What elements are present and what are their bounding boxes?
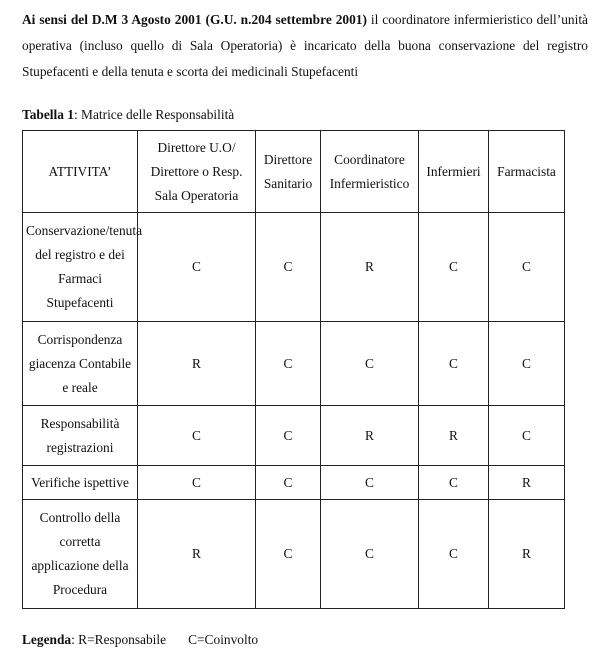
value-cell: C bbox=[419, 213, 489, 322]
responsibility-matrix-table bbox=[22, 130, 565, 609]
header-farmacista: Farmacista bbox=[489, 131, 565, 213]
table-caption bbox=[22, 107, 234, 123]
value-cell: R bbox=[138, 322, 256, 406]
value-cell: C bbox=[321, 466, 419, 500]
table-header-row bbox=[23, 131, 565, 213]
value-cell: R bbox=[321, 406, 419, 466]
value-cell: C bbox=[419, 500, 489, 609]
activity-cell: Responsabilità registrazioni bbox=[23, 406, 138, 466]
table-caption-text: : Matrice delle Responsabilità bbox=[73, 107, 235, 122]
value-cell: C bbox=[489, 213, 565, 322]
header-infermieri: Infermieri bbox=[419, 131, 489, 213]
activity-cell: Verifiche ispettive bbox=[23, 466, 138, 500]
legend-coinvolto: C=Coinvolto bbox=[188, 632, 259, 647]
intro-bold-reference: Ai sensi del D.M 3 Agosto 2001 (G.U. n.204 settembre 2001) bbox=[22, 12, 367, 27]
table-row bbox=[23, 213, 565, 322]
table-caption-label: Tabella 1 bbox=[22, 107, 74, 122]
value-cell: C bbox=[419, 466, 489, 500]
value-cell: R bbox=[489, 500, 565, 609]
legend-label: Legenda bbox=[22, 632, 72, 647]
value-cell: R bbox=[321, 213, 419, 322]
value-cell: C bbox=[138, 213, 256, 322]
activity-cell: Conservazione/tenuta del registro e dei Farmaci Stupefacenti bbox=[23, 213, 138, 322]
value-cell: C bbox=[321, 322, 419, 406]
intro-text: il coordinatore infermieristico dell’unità operativa (incluso quello di Sala Operatoria) è incaricato della buona conservazione del registro Stupefacenti e della tenuta e scorta dei medicinali Stupefacenti bbox=[22, 12, 588, 79]
header-direttore-sanitario: Direttore Sanitario bbox=[256, 131, 321, 213]
value-cell: C bbox=[256, 466, 321, 500]
value-cell: C bbox=[256, 500, 321, 609]
header-direttore-uo: Direttore U.O/ Direttore o Resp. Sala Operatoria bbox=[138, 131, 256, 213]
value-cell: C bbox=[489, 406, 565, 466]
table-row bbox=[23, 500, 565, 609]
value-cell: R bbox=[419, 406, 489, 466]
header-activity: ATTIVITA’ bbox=[23, 131, 138, 213]
table-row bbox=[23, 406, 565, 466]
value-cell: C bbox=[419, 322, 489, 406]
value-cell: C bbox=[138, 466, 256, 500]
value-cell: R bbox=[489, 466, 565, 500]
table-row bbox=[23, 466, 565, 500]
value-cell: C bbox=[256, 213, 321, 322]
value-cell: C bbox=[256, 322, 321, 406]
legend bbox=[22, 632, 258, 648]
value-cell: C bbox=[489, 322, 565, 406]
intro-paragraph bbox=[22, 7, 588, 85]
activity-cell: Controllo della corretta applicazione della Procedura bbox=[23, 500, 138, 609]
value-cell: C bbox=[256, 406, 321, 466]
table-row bbox=[23, 322, 565, 406]
value-cell: C bbox=[321, 500, 419, 609]
activity-cell: Corrispondenza giacenza Contabile e reale bbox=[23, 322, 138, 406]
value-cell: C bbox=[138, 406, 256, 466]
header-coordinatore: Coordinatore Infermieristico bbox=[321, 131, 419, 213]
legend-responsabile: : R=Responsabile bbox=[71, 632, 167, 647]
value-cell: R bbox=[138, 500, 256, 609]
